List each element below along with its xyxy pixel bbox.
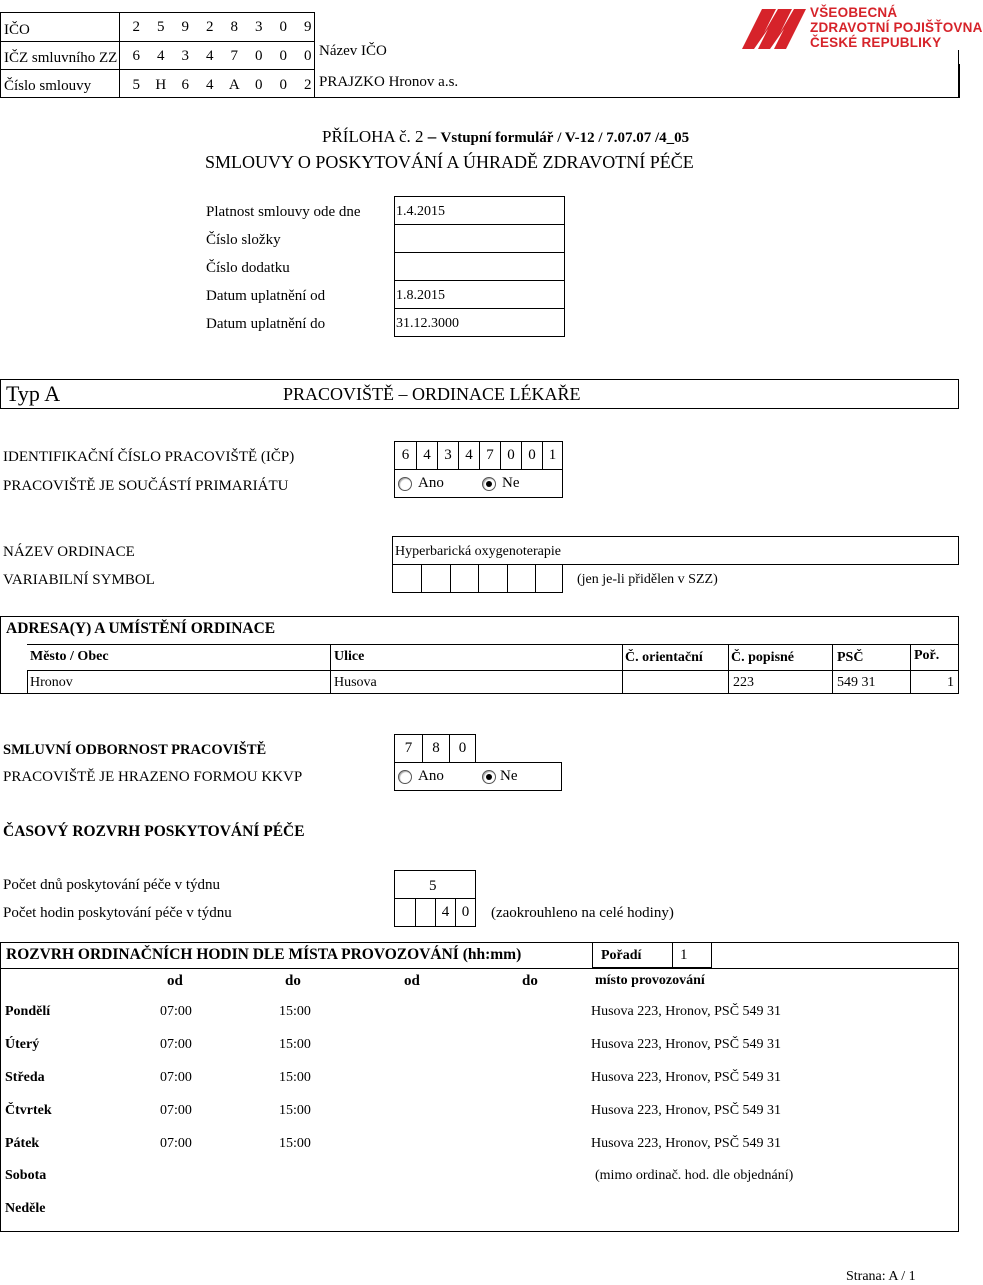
poradi-value: 1 <box>680 947 688 963</box>
address-street: Husova <box>334 675 377 690</box>
place-value: (mimo ordinač. hod. dle objednání) <box>595 1168 794 1183</box>
logo-line-1: VŠEOBECNÁ <box>810 5 898 20</box>
do1-value: 15:00 <box>279 1070 311 1085</box>
col-header-do-1: do <box>285 973 301 989</box>
validity-value-0: 1.4.2015 <box>396 204 445 219</box>
ordinace-name-label: NÁZEV ORDINACE <box>3 544 135 560</box>
od1-value: 07:00 <box>160 1004 192 1019</box>
logo-line-2: ZDRAVOTNÍ POJIŠŤOVNA <box>810 20 983 35</box>
od1-value: 07:00 <box>160 1103 192 1118</box>
od1-value: 07:00 <box>160 1136 192 1151</box>
do1-value: 15:00 <box>279 1004 311 1019</box>
icp-label: IDENTIFIKAČNÍ ČÍSLO PRACOVIŠTĚ (IČP) <box>3 449 295 465</box>
day-label: Neděle <box>5 1201 46 1216</box>
variable-symbol-cells <box>392 564 563 593</box>
primariat-label: PRACOVIŠTĚ JE SOUČÁSTÍ PRIMARIÁTU <box>3 478 289 494</box>
col-header-od-1: od <box>167 973 183 989</box>
do1-value: 15:00 <box>279 1037 311 1052</box>
validity-value-3: 1.8.2015 <box>396 288 445 303</box>
address-order: 1 <box>947 675 954 690</box>
ico-label: IČO <box>4 22 30 38</box>
primariat-ano-label: Ano <box>418 475 444 491</box>
icz-value: 6 4 3 4 7 0 0 0 <box>132 48 312 64</box>
place-value: Husova 223, Hronov, PSČ 549 31 <box>591 1070 782 1085</box>
validity-label-3: Datum uplatnění od <box>206 288 326 304</box>
hours-per-week-label: Počet hodin poskytování péče v týdnu <box>3 905 232 921</box>
icz-label: IČZ smluvního ZZ <box>4 50 118 66</box>
address-zip: 549 31 <box>837 675 876 690</box>
hours-per-week-note: (zaokrouhleno na celé hodiny) <box>491 905 674 921</box>
vzp-logo-mark-icon <box>740 5 806 51</box>
address-header-street: Ulice <box>334 649 365 664</box>
day-label: Čtvrtek <box>5 1103 52 1118</box>
kkvp-ano-radio[interactable] <box>398 770 412 784</box>
place-value: Husova 223, Hronov, PSČ 549 31 <box>591 1103 782 1118</box>
kkvp-ano-label: Ano <box>418 768 444 784</box>
name-ico-label: Název IČO <box>319 43 387 59</box>
address-house-no: 223 <box>733 675 754 690</box>
hours-per-week-cells: 4 0 <box>394 898 476 927</box>
kkvp-label: PRACOVIŠTĚ JE HRAZENO FORMOU KKVP <box>3 769 303 785</box>
col-header-do-2: do <box>522 973 538 989</box>
ordinace-name-value: Hyperbarická oxygenoterapie <box>395 544 561 559</box>
day-label: Pátek <box>5 1136 40 1151</box>
validity-value-box-1 <box>394 224 565 253</box>
contract-number-value: 5 H 6 4 A 0 0 2 <box>132 77 312 93</box>
kkvp-ne-label: Ne <box>500 768 518 784</box>
attachment-title: PŘÍLOHA č. 2 – Vstupní formulář / V-12 / 7.07.07 /4_05 <box>322 127 690 146</box>
day-label: Úterý <box>5 1037 40 1052</box>
icp-digits: 6 4 3 4 7 0 0 1 <box>394 441 563 470</box>
day-label: Středa <box>5 1070 45 1085</box>
od1-value: 07:00 <box>160 1037 192 1052</box>
address-header-orientation-no: Č. orientační <box>625 650 703 665</box>
page-number: Strana: A / 1 <box>846 1269 916 1284</box>
poradi-label: Pořadí <box>601 948 642 963</box>
address-city: Hronov <box>30 675 73 690</box>
type-label: Typ A <box>6 381 61 406</box>
primariat-ano-radio[interactable] <box>398 477 412 491</box>
address-header-zip: PSČ <box>837 650 864 665</box>
validity-label-1: Číslo složky <box>206 232 281 248</box>
kkvp-ne-radio[interactable] <box>482 770 496 784</box>
hours-table-title: ROZVRH ORDINAČNÍCH HODIN DLE MÍSTA PROVOZOVÁNÍ (hh:mm) <box>6 946 522 963</box>
primariat-ne-radio[interactable] <box>482 477 496 491</box>
col-header-place: místo provozování <box>595 973 705 988</box>
place-value: Husova 223, Hronov, PSČ 549 31 <box>591 1136 782 1151</box>
address-title: ADRESA(Y) A UMÍSTĚNÍ ORDINACE <box>6 620 276 637</box>
days-per-week-value: 5 <box>429 878 437 894</box>
col-header-od-2: od <box>404 973 420 989</box>
validity-label-4: Datum uplatnění do <box>206 316 326 332</box>
specialty-label: SMLUVNÍ ODBORNOST PRACOVIŠTĚ <box>3 742 267 758</box>
document-subtitle: SMLOUVY O POSKYTOVÁNÍ A ÚHRADĚ ZDRAVOTNÍ PÉČE <box>205 152 694 172</box>
name-ico-value: PRAJZKO Hronov a.s. <box>319 74 459 90</box>
primariat-ne-label: Ne <box>502 475 520 491</box>
address-header-city: Město / Obec <box>30 649 109 664</box>
address-header-order: Poř. <box>914 648 940 663</box>
validity-value-box-2 <box>394 252 565 281</box>
contract-number-label: Číslo smlouvy <box>4 78 92 94</box>
specialty-digits: 7 8 0 <box>394 734 476 763</box>
variable-symbol-note: (jen je-li přidělen v SZZ) <box>577 572 718 587</box>
validity-label-2: Číslo dodatku <box>206 260 290 276</box>
days-per-week-label: Počet dnů poskytování péče v týdnu <box>3 877 221 893</box>
place-value: Husova 223, Hronov, PSČ 549 31 <box>591 1004 782 1019</box>
workplace-type-name: PRACOVIŠTĚ – ORDINACE LÉKAŘE <box>283 384 581 404</box>
variable-symbol-label: VARIABILNÍ SYMBOL <box>3 572 155 588</box>
do1-value: 15:00 <box>279 1136 311 1151</box>
logo-line-3: ČESKÉ REPUBLIKY <box>810 35 942 50</box>
place-value: Husova 223, Hronov, PSČ 549 31 <box>591 1037 782 1052</box>
schedule-title: ČASOVÝ ROZVRH POSKYTOVÁNÍ PÉČE <box>3 823 305 840</box>
ico-value: 2 5 9 2 8 3 0 9 <box>132 19 312 35</box>
validity-label-0: Platnost smlouvy ode dne <box>206 204 361 220</box>
day-label: Pondělí <box>5 1004 51 1019</box>
validity-value-4: 31.12.3000 <box>396 316 459 331</box>
address-header-house-no: Č. popisné <box>731 650 795 665</box>
vzp-logo <box>740 5 983 53</box>
hours-table <box>0 942 959 1232</box>
od1-value: 07:00 <box>160 1070 192 1085</box>
day-label: Sobota <box>5 1168 47 1183</box>
do1-value: 15:00 <box>279 1103 311 1118</box>
